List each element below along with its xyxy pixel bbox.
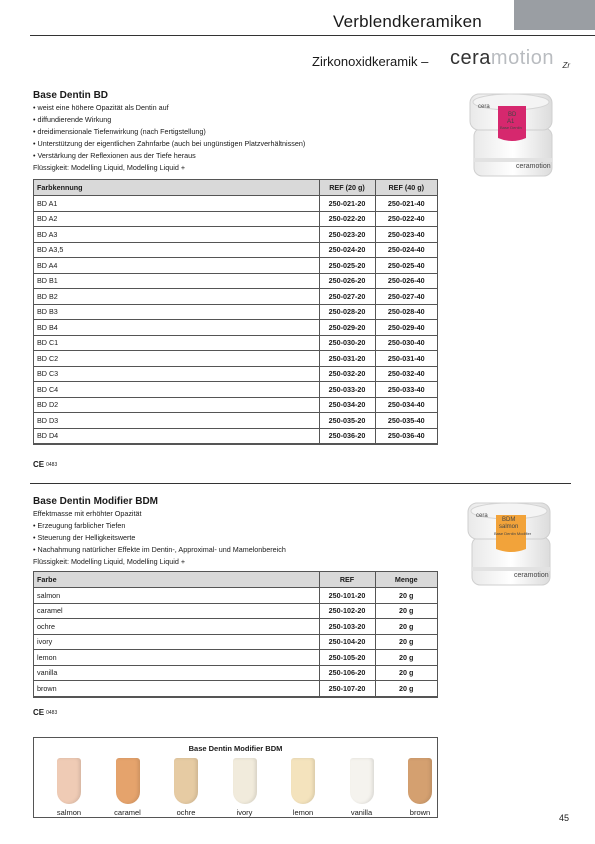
section-bd-description-line: • diffundierende Wirkung xyxy=(33,115,112,125)
table-cell-name: brown xyxy=(34,681,319,697)
table-cell-value: 20 g xyxy=(375,603,437,619)
swatch-ivory xyxy=(224,758,266,817)
table-row xyxy=(34,382,437,398)
section-title-bd: Base Dentin BD xyxy=(33,90,109,101)
table-cell-ref: 250-028-20 xyxy=(319,304,375,320)
table-cell-value: 20 g xyxy=(375,634,437,650)
table-row xyxy=(34,413,437,429)
table-cell-ref: 250-035-20 xyxy=(319,413,375,429)
swatch-panel xyxy=(33,737,438,818)
table-cell-ref: 250-030-20 xyxy=(319,335,375,351)
ce-mark-bdm xyxy=(33,708,57,717)
brand-logo xyxy=(450,47,570,75)
table-cell-value: 250-031-40 xyxy=(375,351,437,367)
swatch-color-salmon xyxy=(57,758,81,804)
swatch-label: caramel xyxy=(114,808,141,817)
section-bdm-description-line: • Erzeugung farblicher Tiefen xyxy=(33,521,126,531)
swatch-label: ivory xyxy=(236,808,253,817)
swatch-color-vanilla xyxy=(350,758,374,804)
table-cell-name: BD A4 xyxy=(34,258,319,274)
jar-bdm-line3: Base Dentin Modifier xyxy=(494,531,532,536)
table-cell-name: caramel xyxy=(34,603,319,619)
table-cell-value: 250-032-40 xyxy=(375,366,437,382)
ce-mark-bdm-text: CE xyxy=(33,708,45,717)
jar-bd-top-text: cera xyxy=(478,104,490,110)
table-cell-value: 250-036-40 xyxy=(375,428,437,444)
table-row xyxy=(34,258,437,274)
table-row xyxy=(34,397,437,413)
table-row xyxy=(34,650,437,666)
section-title-bdm: Base Dentin Modifier BDM xyxy=(33,496,159,507)
jar-bdm-brand: ceramotion xyxy=(514,572,549,579)
table-cell-value: 20 g xyxy=(375,588,437,604)
table-cell-ref: 250-022-20 xyxy=(319,211,375,227)
table-bd-header-ref20: REF (20 g) xyxy=(319,180,375,196)
table-cell-name: BD A3,5 xyxy=(34,242,319,258)
table-cell-ref: 250-104-20 xyxy=(319,634,375,650)
section-bdm-description xyxy=(33,508,286,568)
table-cell-ref: 250-036-20 xyxy=(319,428,375,444)
table-bd xyxy=(33,179,438,445)
ce-number-bd: 0483 xyxy=(46,461,58,468)
table-row xyxy=(34,196,437,212)
table-row xyxy=(34,681,437,697)
section-bdm-description-line: Flüssigkeit: Modelling Liquid, Modelling Liquid + xyxy=(33,557,186,567)
table-cell-value: 250-022-40 xyxy=(375,211,437,227)
jar-bd-brand: ceramotion xyxy=(516,163,551,170)
section-bd-description-line: • Unterstützung der eigentlichen Zahnfarbe (auch bei ungünstigen Platzverhältnissen) xyxy=(33,139,306,149)
table-cell-name: BD C4 xyxy=(34,382,319,398)
section-bdm-description-line: • Steuerung der Helligkeitswerte xyxy=(33,533,136,543)
table-bdm-header-farbe: Farbe xyxy=(34,572,319,588)
brand-logo-sub: Zr xyxy=(562,61,570,70)
swatch-color-caramel xyxy=(116,758,140,804)
table-cell-value: 250-029-40 xyxy=(375,320,437,336)
table-cell-name: BD C3 xyxy=(34,366,319,382)
swatch-caramel xyxy=(107,758,149,817)
table-row xyxy=(34,665,437,681)
ce-mark-bd-text: CE xyxy=(33,460,45,469)
table-cell-ref: 250-034-20 xyxy=(319,397,375,413)
table-cell-ref: 250-023-20 xyxy=(319,227,375,243)
table-row xyxy=(34,211,437,227)
swatch-color-lemon xyxy=(291,758,315,804)
section-bd-description-line: Flüssigkeit: Modelling Liquid, Modelling Liquid + xyxy=(33,163,186,173)
table-cell-ref: 250-105-20 xyxy=(319,650,375,666)
swatch-label: ochre xyxy=(176,808,196,817)
table-cell-ref: 250-032-20 xyxy=(319,366,375,382)
table-cell-value: 250-024-40 xyxy=(375,242,437,258)
swatch-color-ochre xyxy=(174,758,198,804)
table-cell-ref: 250-106-20 xyxy=(319,665,375,681)
swatch-vanilla xyxy=(341,758,383,817)
table-cell-value: 20 g xyxy=(375,681,437,697)
jar-bdm-line1: BDM xyxy=(502,517,516,523)
table-cell-value: 250-035-40 xyxy=(375,413,437,429)
swatch-salmon xyxy=(48,758,90,817)
table-row xyxy=(34,289,437,305)
table-cell-ref: 250-103-20 xyxy=(319,619,375,635)
table-cell-ref: 250-031-20 xyxy=(319,351,375,367)
table-cell-name: BD B2 xyxy=(34,289,319,305)
table-cell-name: BD A1 xyxy=(34,196,319,212)
page-title: Verblendkeramiken xyxy=(333,12,482,31)
table-cell-ref: 250-101-20 xyxy=(319,588,375,604)
table-cell-name: BD B4 xyxy=(34,320,319,336)
table-cell-name: lemon xyxy=(34,650,319,666)
section-bd-description-line: • Verstärkung der Reflexionen aus der Tiefe heraus xyxy=(33,151,196,161)
table-bd-header-farbkennung: Farbkennung xyxy=(34,180,319,196)
page-number: 45 xyxy=(559,813,570,823)
table-row xyxy=(34,588,437,604)
table-row xyxy=(34,242,437,258)
ce-mark-bd xyxy=(33,460,57,469)
table-cell-name: BD B1 xyxy=(34,273,319,289)
table-cell-ref: 250-033-20 xyxy=(319,382,375,398)
table-row xyxy=(34,428,437,444)
jar-image-bd xyxy=(468,88,558,180)
table-row xyxy=(34,304,437,320)
table-cell-name: ochre xyxy=(34,619,319,635)
table-cell-name: BD A3 xyxy=(34,227,319,243)
section-bdm-description-line: • Nachahmung natürlicher Effekte im Dentin-, Approximal- und Mamelonbereich xyxy=(33,545,286,555)
table-cell-value: 250-026-40 xyxy=(375,273,437,289)
product-jar-bd xyxy=(468,88,558,185)
table-cell-value: 250-021-40 xyxy=(375,196,437,212)
table-cell-value: 250-034-40 xyxy=(375,397,437,413)
table-cell-name: BD C2 xyxy=(34,351,319,367)
table-cell-name: BD C1 xyxy=(34,335,319,351)
table-cell-value: 250-025-40 xyxy=(375,258,437,274)
subtitle: Zirkonoxidkeramik – xyxy=(312,54,429,69)
table-row xyxy=(34,351,437,367)
table-bd-header-ref40: REF (40 g) xyxy=(375,180,437,196)
table-bdm-header-menge: Menge xyxy=(375,572,437,588)
table-cell-ref: 250-107-20 xyxy=(319,681,375,697)
swatch-lemon xyxy=(282,758,324,817)
table-cell-ref: 250-026-20 xyxy=(319,273,375,289)
section-divider xyxy=(30,483,571,484)
table-cell-value: 250-028-40 xyxy=(375,304,437,320)
table-cell-name: BD B3 xyxy=(34,304,319,320)
section-bdm-description-line: Effektmasse mit erhöhter Opazität xyxy=(33,509,142,518)
table-cell-value: 20 g xyxy=(375,619,437,635)
table-cell-ref: 250-024-20 xyxy=(319,242,375,258)
table-row xyxy=(34,619,437,635)
jar-bdm-line2: salmon xyxy=(499,524,519,530)
swatch-label: lemon xyxy=(292,808,314,817)
table-cell-name: BD A2 xyxy=(34,211,319,227)
table-row xyxy=(34,603,437,619)
swatch-label: vanilla xyxy=(350,808,373,817)
table-cell-name: BD D4 xyxy=(34,428,319,444)
table-cell-name: BD D2 xyxy=(34,397,319,413)
table-cell-ref: 250-027-20 xyxy=(319,289,375,305)
table-cell-value: 20 g xyxy=(375,665,437,681)
swatch-color-ivory xyxy=(233,758,257,804)
swatch-brown xyxy=(399,758,441,817)
table-cell-name: vanilla xyxy=(34,665,319,681)
swatch-label: brown xyxy=(409,808,431,817)
ce-number-bdm: 0483 xyxy=(46,709,58,716)
swatch-ochre xyxy=(165,758,207,817)
header-rule xyxy=(30,35,595,36)
product-jar-bdm xyxy=(466,497,556,594)
jar-bd-line3: Base Dentin xyxy=(500,125,522,130)
table-cell-value: 250-033-40 xyxy=(375,382,437,398)
section-bd-description-line: • weist eine höhere Opazität als Dentin auf xyxy=(33,103,169,112)
table-cell-value: 250-027-40 xyxy=(375,289,437,305)
table-row xyxy=(34,634,437,650)
table-row xyxy=(34,273,437,289)
header-accent-block xyxy=(514,0,595,30)
brand-logo-part-b: motion xyxy=(490,47,554,69)
swatch-color-brown xyxy=(408,758,432,804)
table-bdm-header-ref: REF xyxy=(319,572,375,588)
jar-bdm-top-text: cera xyxy=(476,513,488,519)
table-cell-ref: 250-102-20 xyxy=(319,603,375,619)
table-row xyxy=(34,320,437,336)
swatch-panel-title: Base Dentin Modifier BDM xyxy=(188,744,283,753)
table-row xyxy=(34,366,437,382)
table-cell-value: 250-023-40 xyxy=(375,227,437,243)
jar-image-bdm xyxy=(466,497,556,589)
section-bd-description-line: • dreidimensionale Tiefenwirkung (nach Fertigstellung) xyxy=(33,127,206,137)
brand-logo-part-a: cera xyxy=(450,47,491,69)
swatch-label: salmon xyxy=(56,808,82,817)
table-row xyxy=(34,335,437,351)
table-cell-name: salmon xyxy=(34,588,319,604)
jar-bd-line2: A1 xyxy=(507,119,515,125)
table-cell-name: BD D3 xyxy=(34,413,319,429)
table-cell-ref: 250-025-20 xyxy=(319,258,375,274)
section-bd-description xyxy=(33,102,305,175)
table-row xyxy=(34,227,437,243)
table-cell-ref: 250-029-20 xyxy=(319,320,375,336)
table-cell-value: 250-030-40 xyxy=(375,335,437,351)
table-bdm xyxy=(33,571,438,698)
jar-bd-line1: BD xyxy=(508,112,517,118)
table-cell-ref: 250-021-20 xyxy=(319,196,375,212)
table-cell-value: 20 g xyxy=(375,650,437,666)
table-cell-name: ivory xyxy=(34,634,319,650)
